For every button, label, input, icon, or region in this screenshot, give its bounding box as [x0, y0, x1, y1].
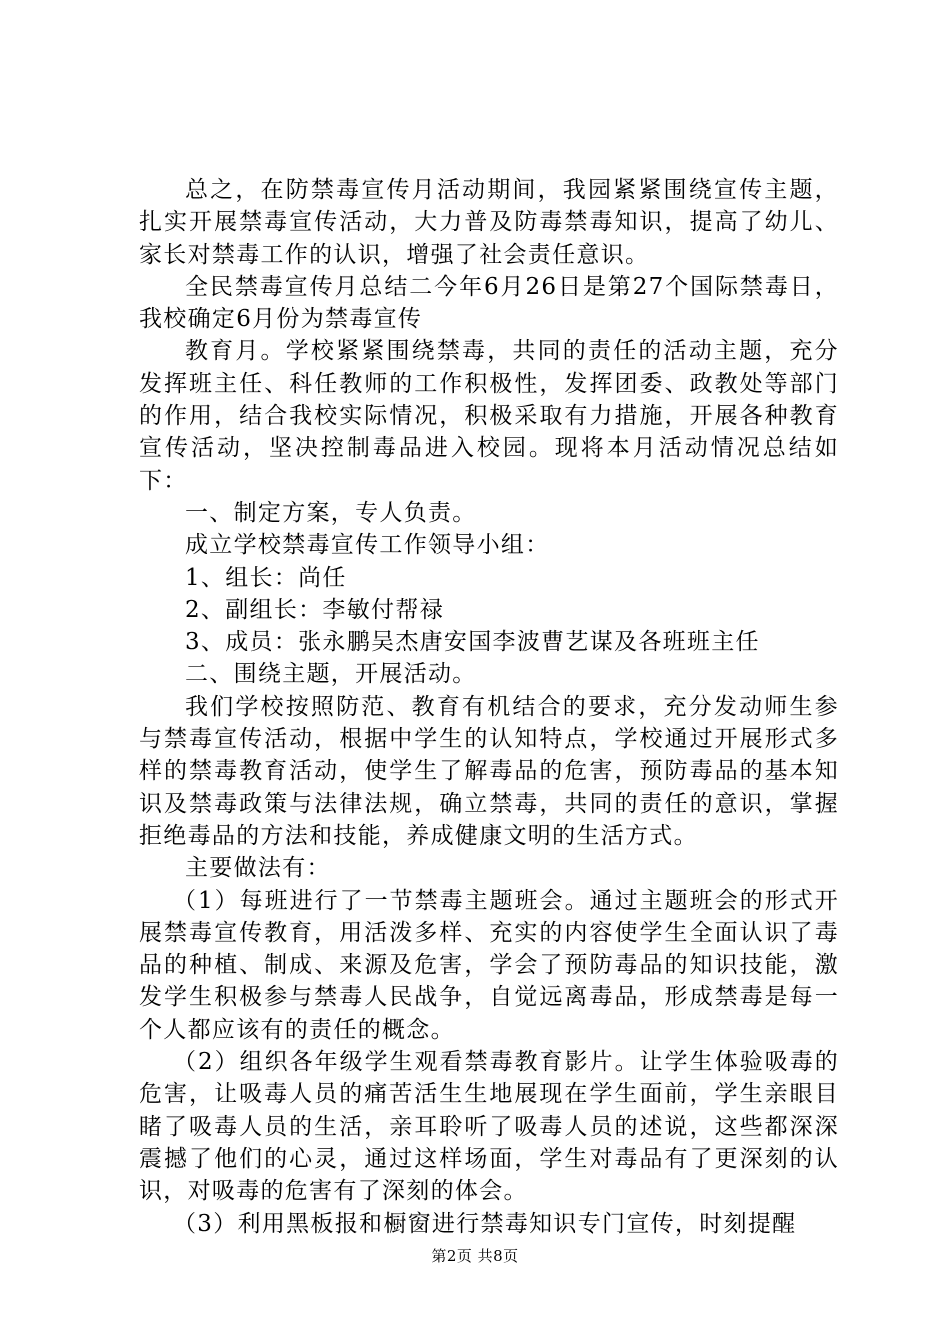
document-body: [139, 174, 839, 1240]
paragraph-intro: 全民禁毒宣传月总结二今年6月26日是第27个国际禁毒日，我校确定6月份为禁毒宣传: [139, 273, 839, 333]
paragraph-method-3: （3）利用黑板报和橱窗进行禁毒知识专门宣传，时刻提醒: [173, 1210, 797, 1237]
page-number-footer: 第2页 共8页: [431, 1247, 519, 1265]
paragraph-education-month: 教育月。学校紧紧围绕禁毒，共同的责任的活动主题，充分发挥班主任、科任教师的工作积极性，发挥团委、政教处等部门的作用，结合我校实际情况，积极采取有力措施，开展各种教育宣传活动，坚决控制毒品进入校园。现将本月活动情况总结如下：: [139, 338, 839, 494]
paragraph-activities: 我们学校按照防范、教育有机结合的要求，充分发动师生参与禁毒宣传活动，根据中学生的认知特点，学校通过开展形式多样的禁毒教育活动，使学生了解毒品的危害，预防毒品的基本知识及禁毒政策与法律法规，确立禁毒，共同的责任的意识，掌握拒绝毒品的方法和技能，养成健康文明的生活方式。: [139, 693, 839, 849]
paragraph-method-1: （1）每班进行了一节禁毒主题班会。通过主题班会的形式开展禁毒宣传教育，用活泼多样、充实的内容使学生全面认识了毒品的种植、制成、来源及危害，学会了预防毒品的知识技能，激发学生积极参与禁毒人民战争，自觉远离毒品，形成禁毒是每一个人都应该有的责任的概念。: [139, 887, 839, 1043]
list-item-deputy-leader: 2、副组长：李敏付帮禄: [185, 596, 444, 623]
paragraph-main-methods: 主要做法有：: [185, 855, 331, 882]
paragraph-leadership-group: 成立学校禁毒宣传工作领导小组：: [185, 532, 550, 559]
paragraph-method-2: （2）组织各年级学生观看禁毒教育影片。让学生体验吸毒的危害，让吸毒人员的痛苦活生生地展现在学生面前，学生亲眼目睹了吸毒人员的生活，亲耳聆听了吸毒人员的述说，这些都深深震撼了他们的心灵，通过这样场面，学生对毒品有了更深刻的认识，对吸毒的危害有了深刻的体会。: [139, 1049, 839, 1205]
list-item-leader: 1、组长：尚任: [185, 564, 347, 591]
heading-section-1: 一、制定方案，专人负责。: [185, 499, 477, 526]
list-item-members: 3、成员：张永鹏吴杰唐安国李波曹艺谋及各班班主任: [185, 629, 760, 656]
heading-section-2: 二、围绕主题，开展活动。: [185, 661, 477, 688]
paragraph-summary: 总之，在防禁毒宣传月活动期间，我园紧紧围绕宣传主题，扎实开展禁毒宣传活动，大力普及防毒禁毒知识，提高了幼儿、家长对禁毒工作的认识，增强了社会责任意识。: [139, 177, 839, 268]
